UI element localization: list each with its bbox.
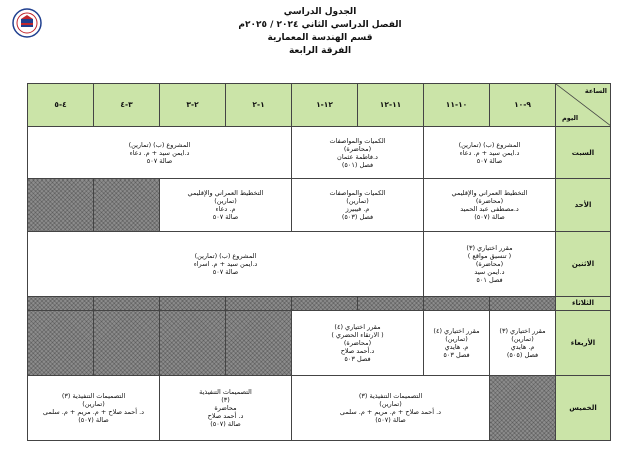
class-cell-line: (٣) [221, 395, 230, 404]
class-cell-line: فصل (٥٠١) [341, 160, 374, 169]
class-cell-line: مقرر اختياري (٣) [499, 326, 546, 335]
class-cell-line: (تمارين) [82, 399, 105, 408]
day-row-saturday [28, 127, 611, 179]
class-cell [490, 310, 556, 375]
class-cell [424, 231, 556, 296]
empty-slot [160, 310, 226, 375]
empty-slot [490, 375, 556, 440]
empty-slot [160, 296, 226, 310]
empty-slot [28, 179, 94, 231]
class-cell-line: الكميات والمواصفات [329, 188, 386, 197]
empty-slot [358, 296, 424, 310]
class-cell-line: ( تنسيق مواقع ) [467, 251, 512, 260]
time-slot-header: ١-٢ [226, 84, 292, 127]
day-row-sunday [28, 179, 611, 231]
empty-slot [94, 296, 160, 310]
class-cell-line: (محاضرة) [343, 144, 372, 153]
class-cell-line: التخطيط العمراني والإقليمي [187, 188, 264, 197]
time-slot-header: ٤-٥ [28, 84, 94, 127]
class-cell-line: (محاضرة) [343, 338, 372, 347]
empty-slot [28, 296, 94, 310]
day-cell: الأحد [556, 179, 611, 231]
class-cell [292, 127, 424, 179]
class-cell-line: التصميمات التنفيذية (٣) [61, 391, 126, 400]
class-cell-line: د.ايمن سيد [474, 267, 505, 276]
class-cell-line: مقرر اختياري (٤) [433, 326, 480, 335]
time-slot-header: ٣-٤ [94, 84, 160, 127]
class-cell-line: التخطيط العمراني والإقليمي [451, 188, 528, 197]
day-cell: الثلاثاء [556, 296, 611, 310]
class-cell-line: فصل (٥٠٥) [506, 350, 539, 359]
class-cell-line: صالة (٥٠٧) [210, 419, 241, 428]
class-cell-line: صالة ٥٠٧ [212, 212, 239, 221]
class-cell-line: فصل ٥٠١ [476, 275, 503, 284]
class-cell-line: د.ايمن سيد + م. دعاء [129, 148, 190, 157]
class-cell [292, 375, 490, 440]
empty-slot [94, 310, 160, 375]
corner-cell [556, 84, 611, 127]
class-cell [160, 375, 292, 440]
class-cell-line: صالة (٥٠٧) [78, 415, 109, 424]
class-cell [424, 179, 556, 231]
day-row-tuesday [28, 296, 611, 310]
class-cell-line: د. أحمد صلاح [207, 411, 244, 420]
class-cell-line: مقرر اختياري (٣) [466, 243, 513, 252]
time-label: الساعة [584, 87, 607, 95]
class-cell-line: (تمارين) [346, 196, 369, 205]
class-cell-line: م. فيبيرز [345, 204, 370, 213]
empty-slot [490, 296, 556, 310]
class-cell-line: (محاضرة) [475, 259, 504, 268]
class-cell [28, 375, 160, 440]
class-cell-line: (تمارين) [511, 334, 534, 343]
class-cell-line: ( الارتقاء الحضري ) [331, 330, 384, 339]
day-row-monday [28, 231, 611, 296]
day-cell: الخميس [556, 375, 611, 440]
class-cell-line: د.فاطمة عثمان [337, 152, 378, 161]
class-cell [424, 127, 556, 179]
class-cell-line: الكميات والمواصفات [329, 136, 386, 145]
class-cell-line: المشروع (ب) (تمارين) [458, 140, 521, 149]
class-cell-line: فصل ٥٠٣ [443, 350, 470, 359]
class-cell [292, 179, 424, 231]
department-line: قسم الهندسة المعمارية [267, 33, 373, 43]
class-cell [424, 310, 490, 375]
class-cell [28, 231, 424, 296]
class-cell-line: صالة ٥٠٧ [212, 267, 239, 276]
class-cell-line: م. دعاء [215, 204, 236, 213]
class-cell-line: د.مصطفى عبد الحميد [460, 204, 519, 213]
day-cell: الأربعاء [556, 310, 611, 375]
empty-slot [226, 310, 292, 375]
class-cell-line: د. أحمد صلاح + م. مريم + م. سلمى [42, 407, 145, 416]
timetable [27, 83, 611, 441]
empty-slot [424, 296, 490, 310]
time-slot-header: ٩-١٠ [490, 84, 556, 127]
class-cell-line: د.أحمد صلاح [340, 346, 375, 355]
class-cell-line: م. هايدي [510, 342, 535, 351]
class-cell-line: فصل (٥٠٣) [341, 212, 374, 221]
class-cell-line: (تمارين) [445, 334, 468, 343]
time-slot-header: ١٠-١١ [424, 84, 490, 127]
class-cell-line: المشروع (ب) (تمارين) [128, 140, 191, 149]
schedule-title: الجدول الدراسي [283, 7, 357, 17]
year-level-line: الفرقة الرابعة [288, 46, 352, 56]
header-row [28, 84, 611, 127]
schedule-header [0, 6, 640, 58]
class-cell-line: صالة ٥٠٧ [476, 156, 503, 165]
empty-slot [292, 296, 358, 310]
day-row-wednesday [28, 310, 611, 375]
day-row-thursday [28, 375, 611, 440]
class-cell-line: صالة (٥٠٧) [375, 415, 406, 424]
class-cell-line: د.ايمن سيد + م. دعاء [459, 148, 520, 157]
time-slot-header: ٢-٣ [160, 84, 226, 127]
class-cell-line: (محاضرة) [475, 196, 504, 205]
empty-slot [226, 296, 292, 310]
class-cell-line: المشروع (ب) (تمارين) [194, 251, 257, 260]
class-cell [28, 127, 292, 179]
day-cell: الاثنين [556, 231, 611, 296]
empty-slot [28, 310, 94, 375]
class-cell-line: د. أحمد صلاح + م. مريم + م. سلمى [339, 407, 442, 416]
class-cell-line: م. هايدي [444, 342, 469, 351]
class-cell-line: صالة ٥٠٧ [146, 156, 173, 165]
day-label: اليوم [562, 114, 579, 122]
class-cell-line: التصميمات التنفيذية (٣) [358, 391, 423, 400]
class-cell-line: (تمارين) [379, 399, 402, 408]
class-cell-line: فصل ٥٠٣ [344, 354, 371, 363]
empty-slot [94, 179, 160, 231]
day-cell: السبت [556, 127, 611, 179]
time-slot-header: ١٢-١ [292, 84, 358, 127]
class-cell-line: د.ايمن سيد + م. اسراء [193, 259, 258, 268]
class-cell-line: محاضرة [214, 403, 237, 412]
class-cell-line: التصميمات التنفيذية [199, 387, 252, 396]
time-slot-header: ١١-١٢ [358, 84, 424, 127]
class-cell-line: (تمارين) [214, 196, 237, 205]
class-cell-line: صالة (٥٠٧) [474, 212, 505, 221]
class-cell [292, 310, 424, 375]
class-cell [160, 179, 292, 231]
class-cell-line: مقرر اختياري (٤) [334, 322, 381, 331]
semester-line: الفصل الدراسي الثاني ٢٠٢٤ / ٢٠٢٥م [238, 20, 402, 30]
